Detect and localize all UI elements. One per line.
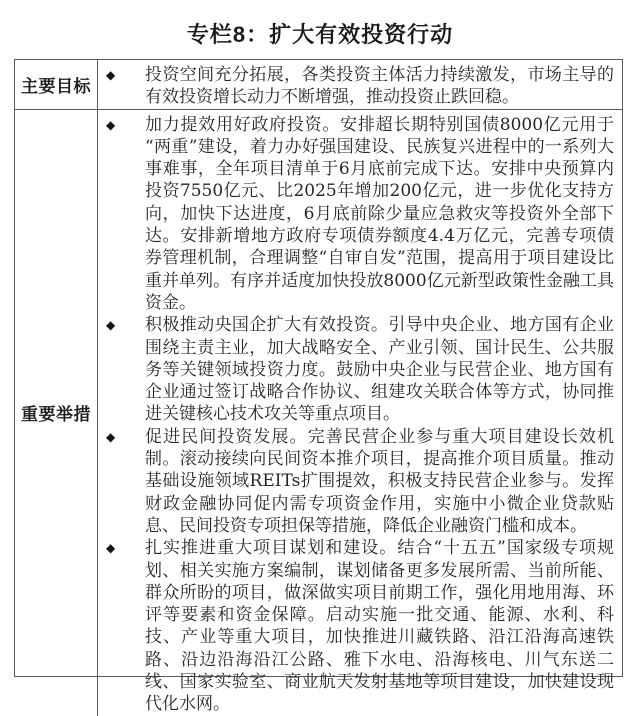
bullet-text: 积极推动央国企扩大有效投资。引导中央企业、地方国有企业围绕主责主业，加大战略安全、产业引领、国计民生、公共服务等关键领域投资力度。鼓励中央企业与民营企业、地方国有企业通过签订战略合作协议、组建攻关联合体等方式，协同推进关键核心技术攻关等重点项目。 — [145, 315, 614, 425]
row-content-measures — [98, 110, 622, 716]
investment-box-table — [14, 59, 623, 715]
table-row-goals — [15, 60, 622, 110]
bullet-text: 促进民间投资发展。完善民营企业参与重大项目建设长效机制。滚动接续向民间资本推介项目，提高推介项目质量。推动基础设施领域REITs扩围提效，积极支持民营企业参与。发挥财政金融协同促内需专项资金作用，实施中小微企业贷款贴息、民间投资专项担保等措施，降低企业融资门槛和成本。 — [145, 426, 614, 536]
diamond-bullet-icon: ◆ — [106, 429, 116, 444]
bullet-item — [104, 426, 614, 537]
table-row-measures — [15, 110, 622, 716]
row-label-goals: 主要目标 — [15, 60, 98, 109]
row-label-measures: 重要举措 — [15, 110, 98, 716]
diamond-bullet-icon: ◆ — [106, 68, 116, 82]
diamond-bullet-icon: ◆ — [106, 117, 116, 132]
bullet-item — [104, 537, 614, 715]
diamond-bullet-icon: ◆ — [106, 541, 116, 556]
box-title: 专栏8：扩大有效投资行动 — [186, 22, 454, 47]
bullet-text: 加力提效用好政府投资。安排超长期特别国债8000亿元用于“两重”建设，着力办好强国建设、民族复兴进程中的一系列大事难事，全年项目清单于6月底前完成下达。安排中央预算内投资7550亿元、比2025年增加200亿元，进一步优化支持方向，加快下达进度，6月底前除少量应急救灾等投资外全部下达。安排新增地方政府专项债券额度4.4万亿元，完善专项债券管理机制，合理调整“自审自发”范围，提高用于项目建设比重并单列。有序并适度加快投放8000亿元新型政策性金融工具资金。 — [145, 114, 614, 313]
bullet-text: 扎实推进重大项目谋划和建设。结合“十五五”国家级专项规划、相关实施方案编制，谋划储备更多发展所需、当前所能、群众所盼的项目，做深做实项目前期工作，强化用地用海、环评等要素和资金保障。启动实施一批交通、能源、水利、科技、产业等重大项目，加快推进川藏铁路、沿江沿海高速铁路、沿边沿海沿江公路、雅下水电、沿海核电、川气东送二线、国家实验室、商业航天发射基地等项目建设，加快建设现代化水网。 — [145, 538, 614, 715]
diamond-bullet-icon: ◆ — [106, 318, 116, 333]
bullet-item — [104, 314, 614, 425]
bullet-text: 投资空间充分拓展，各类投资主体活力持续激发，市场主导的有效投资增长动力不断增强，推动投资止跌回稳。 — [145, 65, 614, 108]
bullet-item — [104, 64, 614, 109]
row-content-goals — [98, 60, 622, 109]
bullet-item — [104, 114, 614, 315]
